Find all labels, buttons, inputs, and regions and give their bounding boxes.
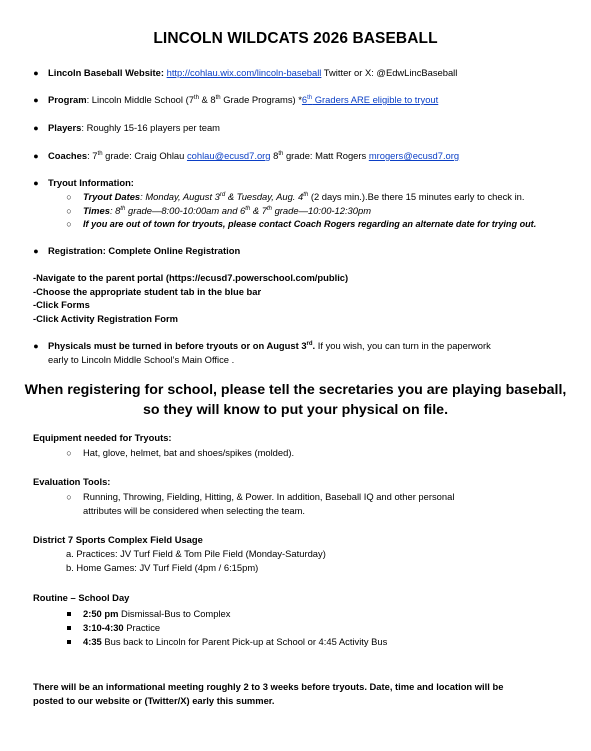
hollow-circle-icon: ○	[66, 206, 72, 216]
tryout-dates-text: : Monday, August 3	[140, 191, 220, 202]
sup: th	[193, 94, 199, 101]
coaches-line	[48, 150, 459, 162]
sup: th	[120, 205, 126, 212]
tryout-times-line	[83, 205, 371, 217]
routine-item	[83, 608, 230, 620]
coaches-text: grade: Craig Ohlau	[102, 150, 187, 161]
coaches-text: grade: Matt Rogers	[283, 150, 369, 161]
tryout-label-text: Tryout Information:	[48, 177, 134, 188]
bullet-icon: ●	[33, 246, 39, 256]
coach-ohlau-email-link[interactable]: cohlau@ecusd7.org	[186, 150, 271, 161]
tryout-times-text: : 8	[109, 205, 121, 216]
footer-line-1: There will be an informational meeting roughly 2 to 3 weeks before tryouts. Date, time and location will be	[33, 681, 504, 692]
registration-step: -Click Activity Registration Form	[33, 313, 178, 324]
routine-time: 4:35	[83, 636, 102, 647]
bullet-icon: ●	[33, 151, 39, 161]
district-heading-text: District 7 Sports Complex Field Usage	[33, 534, 203, 545]
page-title: LINCOLN WILDCATS 2026 BASEBALL	[153, 30, 438, 47]
eligibility-note	[302, 94, 438, 105]
players-label: Players	[48, 122, 82, 133]
coach-rogers-email-link[interactable]: mrogers@ecusd7.org	[368, 150, 460, 161]
registration-step: -Click Forms	[33, 299, 90, 310]
routine-heading-text: Routine – School Day	[33, 592, 130, 603]
sup: th	[245, 205, 251, 212]
players-line	[48, 122, 220, 134]
tryout-dates-label: Tryout Dates	[83, 191, 141, 202]
physicals-line	[48, 340, 491, 352]
square-bullet-icon	[67, 626, 71, 630]
routine-item	[83, 622, 160, 634]
tryout-times-text: & 7	[250, 205, 267, 216]
equipment-heading-text: Equipment needed for Tryouts:	[33, 432, 172, 443]
program-label: Program	[48, 94, 87, 105]
program-text: Grade Programs) *	[220, 94, 302, 105]
sup: th	[307, 94, 313, 101]
evaluation-heading-text: Evaluation Tools:	[33, 476, 111, 487]
registration-label: Registration: Complete Online Registration	[48, 245, 241, 256]
players-text: : Roughly 15-16 players per team	[81, 122, 220, 133]
social-handle: Twitter or X: @EdwLincBaseball	[321, 67, 458, 78]
sup: th	[303, 191, 309, 198]
website-label: Lincoln Baseball Website:	[48, 67, 164, 78]
sup: th	[215, 94, 221, 101]
tryout-note	[83, 218, 536, 230]
coaches-label: Coaches	[48, 150, 88, 161]
registration-line	[48, 245, 240, 257]
routine-text: Practice	[123, 622, 161, 633]
physicals-line-2: early to Lincoln Middle School’s Main Office .	[48, 354, 235, 365]
tryout-times-text: grade—10:00-12:30pm	[271, 205, 372, 216]
bullet-icon: ●	[33, 95, 39, 105]
website-link[interactable]: http://cohlau.wix.com/lincoln-baseball	[166, 67, 322, 78]
bullet-icon: ●	[33, 178, 39, 188]
coaches-text: 8	[270, 150, 279, 161]
district-item: a. Practices: JV Turf Field & Tom Pile Field (Monday-Saturday)	[66, 548, 326, 559]
evaluation-heading	[33, 476, 110, 488]
registration-step: -Navigate to the parent portal (https://ecusd7.powerschool.com/public)	[33, 272, 349, 283]
bullet-icon: ●	[33, 341, 39, 351]
notice-line-1: When registering for school, please tell the secretaries you are playing baseball,	[24, 382, 567, 398]
tryout-times-text: grade—8:00-10:00am and 6	[125, 205, 246, 216]
routine-time: 2:50 pm	[83, 608, 119, 619]
routine-heading	[33, 592, 129, 604]
sup: rd	[306, 340, 313, 347]
registration-step: -Choose the appropriate student tab in the blue bar	[33, 286, 262, 297]
physicals-text: If you wish, you can turn in the paperwork	[315, 340, 491, 351]
routine-item	[83, 636, 387, 648]
routine-text: Dismissal-Bus to Complex	[118, 608, 231, 619]
hollow-circle-icon: ○	[66, 219, 72, 229]
equipment-heading	[33, 432, 172, 444]
square-bullet-icon	[67, 612, 71, 616]
sup: th	[97, 150, 103, 157]
routine-text: Bus back to Lincoln for Parent Pick-up at School or 4:45 Activity Bus	[101, 636, 388, 647]
evaluation-line-1: Running, Throwing, Fielding, Hitting, & Power. In addition, Baseball IQ and other personal	[83, 491, 455, 502]
notice-line-2: so they will know to put your physical on file.	[142, 402, 449, 418]
bullet-icon: ●	[33, 68, 39, 78]
square-bullet-icon	[67, 640, 71, 644]
sup: th	[278, 150, 284, 157]
hollow-circle-icon: ○	[66, 192, 72, 202]
tryout-label	[48, 177, 134, 189]
eligibility-text: 6	[301, 94, 308, 105]
coaches-text: : 7	[87, 150, 98, 161]
physicals-bold: Physicals must be turned in before tryouts or on August 3	[48, 340, 307, 351]
district-heading	[33, 534, 203, 546]
physicals-bold: .	[312, 340, 316, 351]
bullet-icon: ●	[33, 123, 39, 133]
tryout-dates-text: (2 days min.).Be there 15 minutes early to check in.	[308, 191, 525, 202]
district-item: b. Home Games: JV Turf Field (4pm / 6:15pm)	[66, 562, 259, 573]
program-text: & 8	[198, 94, 216, 105]
hollow-circle-icon: ○	[66, 448, 72, 458]
routine-time: 3:10-4:30	[83, 622, 124, 633]
tryout-dates-line	[83, 191, 524, 203]
tryout-times-label: Times	[83, 205, 110, 216]
equipment-item: Hat, glove, helmet, bat and shoes/spikes (molded).	[83, 447, 295, 458]
program-text: : Lincoln Middle School (7	[86, 94, 194, 105]
tryout-dates-text: & Tuesday, Aug. 4	[225, 191, 304, 202]
hollow-circle-icon: ○	[66, 492, 72, 502]
website-line	[48, 67, 457, 79]
evaluation-line-2: attributes will be considered when selecting the team.	[83, 505, 305, 516]
sup: rd	[219, 191, 226, 198]
sup: th	[266, 205, 272, 212]
eligibility-text: Graders ARE eligible to tryout	[312, 94, 439, 105]
tryout-note-text: If you are out of town for tryouts, please contact Coach Rogers regarding an alternate date for trying out.	[83, 219, 537, 229]
program-line	[48, 94, 438, 106]
footer-line-2: posted to our website or (Twitter/X) early this summer.	[33, 695, 275, 706]
